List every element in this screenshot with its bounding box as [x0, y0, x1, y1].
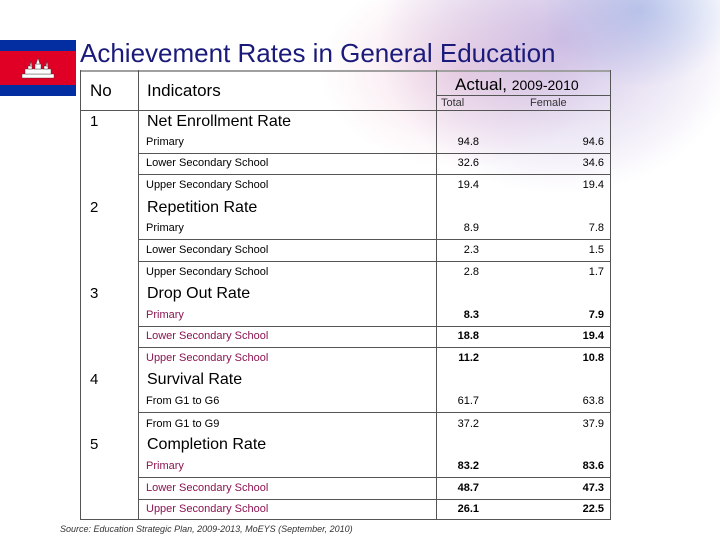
- table-left-border: [80, 70, 81, 520]
- row-female: 63.8: [582, 395, 604, 407]
- table-row: [138, 133, 610, 154]
- table-row: [138, 176, 610, 197]
- table-row: [138, 327, 610, 348]
- row-divider: [138, 174, 610, 175]
- row-total: 37.2: [457, 418, 479, 430]
- row-total: 94.8: [457, 136, 479, 148]
- table-row: [138, 457, 610, 478]
- row-female: 34.6: [582, 157, 604, 169]
- table-row: [138, 479, 610, 500]
- column-header-total: Total: [441, 97, 465, 109]
- row-total: 2.8: [463, 266, 479, 278]
- row-female: 94.6: [582, 136, 604, 148]
- table-row: [138, 241, 610, 262]
- row-total: 26.1: [457, 503, 479, 515]
- row-divider: [138, 477, 610, 478]
- row-total: 83.2: [457, 460, 479, 472]
- row-female: 10.8: [582, 352, 604, 364]
- section-number: 4: [90, 371, 99, 388]
- row-label: Lower Secondary School: [146, 157, 269, 169]
- column-header-indicators: Indicators: [147, 81, 221, 100]
- row-label: Upper Secondary School: [146, 179, 269, 191]
- row-label: Upper Secondary School: [146, 503, 269, 515]
- row-label: Lower Secondary School: [146, 330, 269, 342]
- section-number: 3: [90, 285, 99, 302]
- angkor-temple-icon: [20, 57, 56, 79]
- row-label: Upper Secondary School: [146, 352, 269, 364]
- row-divider: [138, 412, 610, 413]
- section-number: 5: [90, 436, 99, 453]
- row-female: 22.5: [582, 503, 604, 515]
- row-female: 37.9: [582, 418, 604, 430]
- section-title: Drop Out Rate: [147, 285, 251, 302]
- row-total: 18.8: [457, 330, 479, 342]
- section-number: 1: [90, 113, 99, 130]
- row-female: 1.5: [588, 244, 604, 256]
- section-number: 2: [90, 199, 99, 216]
- table-row: [138, 415, 610, 436]
- row-female: 19.4: [582, 179, 604, 191]
- table-row: [138, 219, 610, 240]
- row-female: 19.4: [582, 330, 604, 342]
- row-female: 47.3: [582, 482, 604, 494]
- column-header-actual-years: 2009-2010: [511, 77, 579, 93]
- page-title: Achievement Rates in General Education: [80, 38, 556, 68]
- source-note: Source: Education Strategic Plan, 2009-2013, MoEYS (September, 2010): [60, 524, 353, 534]
- row-total: 8.3: [463, 309, 479, 321]
- row-total: 48.7: [457, 482, 479, 494]
- row-divider: [138, 239, 610, 240]
- row-female: 83.6: [582, 460, 604, 472]
- table-row: [138, 263, 610, 284]
- section-title: Completion Rate: [147, 436, 267, 453]
- row-total: 2.3: [463, 244, 479, 256]
- row-divider: [138, 261, 610, 262]
- section-title: Survival Rate: [147, 371, 243, 388]
- row-label: Lower Secondary School: [146, 244, 269, 256]
- table-row: [138, 306, 610, 327]
- row-label: Lower Secondary School: [146, 482, 269, 494]
- column-header-actual: [455, 75, 579, 95]
- column-header-no: No: [90, 81, 112, 100]
- column-header-female: Female: [530, 97, 567, 109]
- row-total: 8.9: [463, 222, 479, 234]
- row-total: 32.6: [457, 157, 479, 169]
- cambodia-flag-icon: [0, 40, 76, 96]
- actual-subheader-divider: [436, 95, 610, 96]
- row-label: Upper Secondary School: [146, 266, 269, 278]
- row-label: From G1 to G9: [146, 418, 220, 430]
- row-label: From G1 to G6: [146, 395, 220, 407]
- row-label: Primary: [146, 222, 184, 234]
- column-header-actual-label: Actual,: [455, 75, 507, 94]
- table-row: [138, 392, 610, 413]
- row-total: 19.4: [457, 179, 479, 191]
- row-female: 7.9: [588, 309, 604, 321]
- row-female: 7.8: [588, 222, 604, 234]
- row-total: 61.7: [457, 395, 479, 407]
- table-row: [138, 349, 610, 370]
- table-row: [138, 500, 610, 521]
- title-divider: [80, 70, 610, 72]
- row-total: 11.2: [458, 352, 479, 364]
- section-title: Net Enrollment Rate: [147, 113, 292, 130]
- row-label: Primary: [146, 460, 184, 472]
- row-label: Primary: [146, 136, 184, 148]
- row-female: 1.7: [588, 266, 604, 278]
- table-row: [138, 154, 610, 175]
- header-bottom-border: [80, 110, 610, 111]
- table-right-border: [610, 70, 611, 520]
- row-divider: [138, 347, 610, 348]
- row-label: Primary: [146, 309, 184, 321]
- section-title: Repetition Rate: [147, 199, 258, 216]
